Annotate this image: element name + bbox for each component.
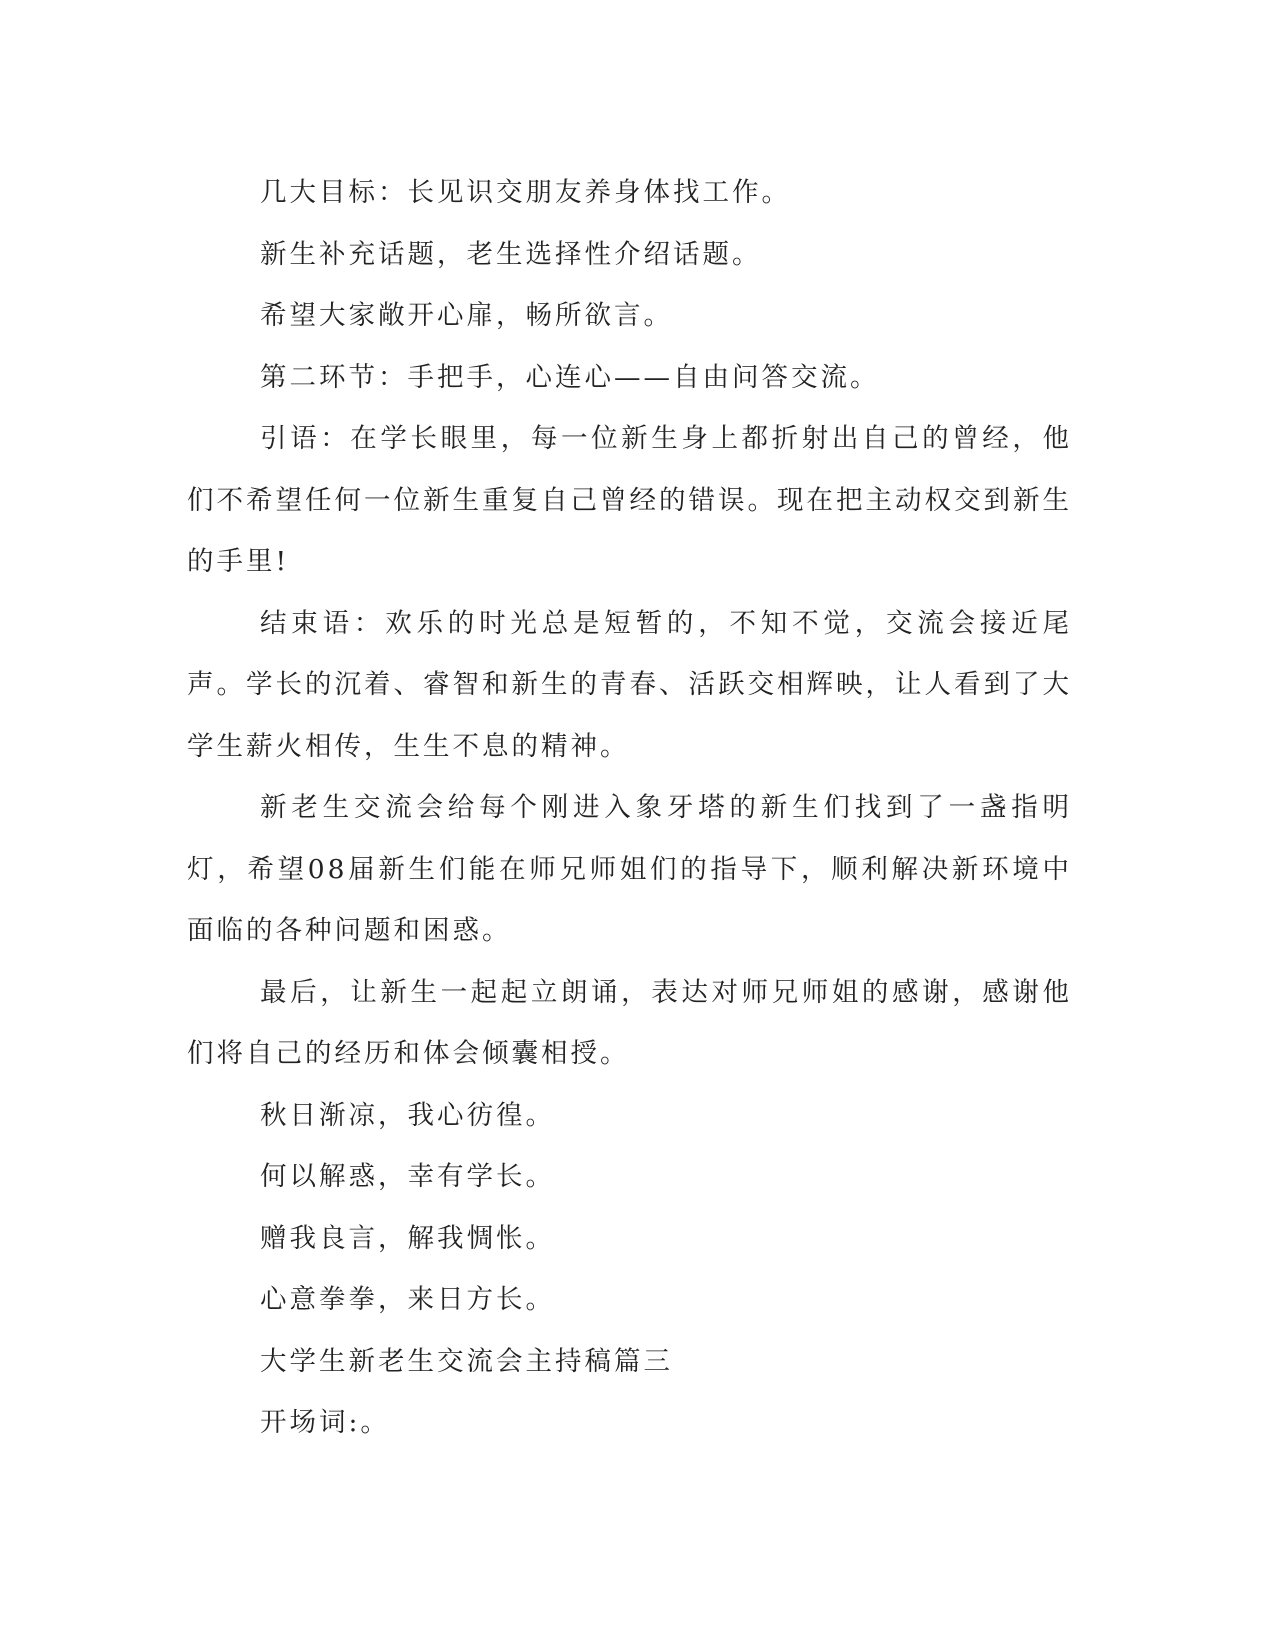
poem-line-3: 赠我良言，解我惆怅。 <box>260 1222 555 1254</box>
paragraph-closing-words: 结束语：欢乐的时光总是短暂的，不知不觉，交流会接近尾声。学长的沉着、睿智和新生的青春、活跃交相辉映，让人看到了大学生薪火相传，生生不息的精神。 <box>187 607 1072 762</box>
poem-line-4: 心意拳拳，来日方长。 <box>260 1284 555 1315</box>
poem-line-1: 秋日渐凉，我心彷徨。 <box>260 1099 555 1131</box>
paragraph-opening-words: 开场词:。 <box>260 1407 390 1438</box>
paragraph-goals: 几大目标：长见识交朋友养身体找工作。 <box>260 177 791 208</box>
paragraph-topics: 新生补充话题，老生选择性介绍话题。 <box>260 238 762 270</box>
section-heading-part-three: 大学生新老生交流会主持稿篇三 <box>260 1345 673 1377</box>
paragraph-guiding-light: 新老生交流会给每个刚进入象牙塔的新生们找到了一盏指明灯，希望08届新生们能在师兄师姐们的指导下，顺利解决新环境中面临的各种问题和困惑。 <box>187 792 1072 946</box>
poem-line-2: 何以解惑，幸有学长。 <box>260 1161 555 1192</box>
paragraph-finally: 最后，让新生一起起立朗诵，表达对师兄师姐的感谢，感谢他们将自己的经历和体会倾囊相授。 <box>187 976 1072 1069</box>
document-body <box>187 162 1072 1454</box>
paragraph-intro-words: 引语：在学长眼里，每一位新生身上都折射出自己的曾经，他们不希望任何一位新生重复自己曾经的错误。现在把主动权交到新生的手里! <box>187 423 1072 577</box>
paragraph-hope: 希望大家敞开心扉，畅所欲言。 <box>260 300 673 331</box>
paragraph-second-section: 第二环节：手把手，心连心——自由问答交流。 <box>260 361 880 393</box>
